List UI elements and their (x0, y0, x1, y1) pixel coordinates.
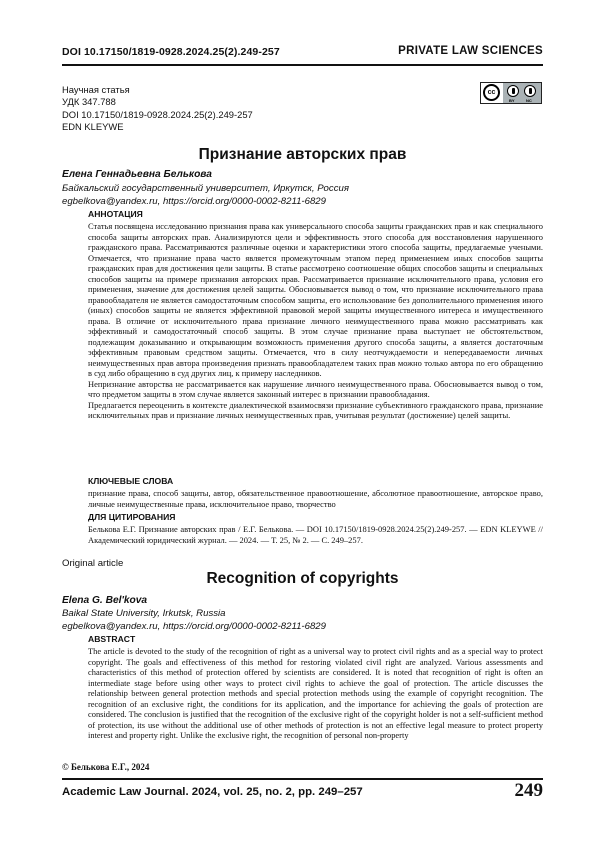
affiliation-ru-text: Байкальский государственный университет, Иркутск, Россия (62, 183, 349, 194)
author-en: Elena G. Bel'kova (62, 595, 148, 606)
cc-icon: cc (481, 83, 503, 103)
article-meta (62, 84, 253, 134)
title-ru: Признание авторских прав (198, 146, 407, 163)
title-en: Recognition of copyrights (206, 570, 399, 587)
nc-label: NC (526, 98, 532, 103)
citation-heading-ru: ДЛЯ ЦИТИРОВАНИЯ (88, 512, 176, 522)
running-header (62, 44, 543, 66)
footer-citation: Academic Law Journal. 2024, vol. 25, no. 2, pp. 249–257 (62, 786, 363, 798)
running-footer (62, 778, 543, 802)
header-doi: DOI 10.17150/1819-0928.2024.25(2).249-257 (62, 46, 280, 58)
edn: EDN KLEYWE (62, 121, 124, 133)
article-type-en: Original article (62, 558, 124, 569)
author-ru: Елена Геннадьевна Белькова (62, 169, 212, 180)
affiliation-en (62, 608, 326, 633)
meta-doi: DOI 10.17150/1819-0928.2024.25(2).249-257 (62, 108, 253, 120)
abstract-ru-paragraph: Предлагается переоценить в контексте диалектической взаимосвязи признание субъективного гражданского права, признание исключительных прав и признание личных неимущественных прав, учитывая результат (достижение) целей защиты. (88, 399, 543, 420)
citation-ru: Белькова Е.Г. Признание авторских прав / Е.Г. Белькова. — DOI 10.17150/1819-0928.2024.25(2).249-257. — EDN KLEYWE // Академический юридический журнал. — 2024. — Т. 25, № 2. — С. 249–257. (88, 524, 543, 545)
abstract-ru-paragraph: Непризнание авторства не рассматривается как нарушение личного неимущественного права. Обосновывается вывод о том, что предметом защиты в этом случае является законный интерес в признании правообладания. (88, 378, 543, 399)
keywords-heading-ru: КЛЮЧЕВЫЕ СЛОВА (88, 476, 174, 486)
affiliation-ru (62, 183, 349, 208)
by-icon (507, 85, 519, 97)
page-number: 249 (514, 780, 543, 801)
article-type: Научная статья (62, 84, 130, 95)
keywords-ru: признание права, способ защиты, автор, обязательственное правоотношение, абсолютное правоотношение, авторское право, личные неимущественные права, исключительное право, творчество (88, 488, 543, 509)
cc-license-badge[interactable] (480, 82, 542, 104)
abstract-heading-ru: АННОТАЦИЯ (88, 209, 143, 219)
contact-ru[interactable]: egbelkova@yandex.ru, https://orcid.org/0000-0002-8211-6829 (62, 195, 326, 207)
abstract-heading-en: ABSTRACT (88, 634, 136, 644)
abstract-ru (88, 221, 543, 421)
udk: УДК 347.788 (62, 96, 116, 108)
affiliation-en-text: Baikal State University, Irkutsk, Russia (62, 608, 226, 619)
abstract-en: The article is devoted to the study of the recognition of right as a universal way to protect civil rights and as a special way to protect copyright. The goals and effectiveness of this method for restoring violated civil right are analyzed. Various assessments and characteristics of this method of protection offered by scientists are considered. It is noted that recognition of right is often an intermediate stage before using other ways to protect civil rights to achieve the goal of protection. The article discusses the relationship between general protection methods and special protection methods using the example of copyright recognition. The recognition of an exclusive right, the conditions for its application, and the importance for achieving the goals of protection are considered. The conclusion is justified that the recognition of the exclusive right of the copyright holder is not a self-sufficient method of protection, its use without the additional use of other methods of protection is not an effective legal measure to protect property interest and property right. Unlike the exclusive right, the recognition of personal non-property (88, 646, 543, 740)
by-label: BY (509, 98, 515, 103)
abstract-ru-paragraph: Статья посвящена исследованию признания права как универсального способа защиты гражданских прав и как специального способа защиты авторских прав. Анализируются цели и эффективность этого способа для восстановления нарушенного гражданского права. Рассматриваются различные оценки и характеристики этого способа защиты, предлагаемые учеными. Отмечается, что признание права часто является промежуточным этапом перед применением иных способов защиты гражданских прав для достижения цели защиты. В статье рассмотрено соотношение общих способов защиты и специальных способов защиты на примере признания авторских прав. Рассматривается признание исключительного права, условия его применения, значение для достижения целей защиты. Обосновывается вывод о том, что признание исключительного права правообладателя не является самодостаточным способом защиты, его использование без дополнительного применения иного (иных) способов защиты не является эффективной правовой мерой защиты имущественного интереса и имущественного права. В отличие от исключительного права признание личного неимущественного права можно рассматривать как эффективный и самодостаточный способ защиты. В этом случае признание права выступает не обстоятельством, подлежащим доказыванию и открывающим возможность применения другого способа защиты, а является достаточным эффективным правовым средством защиты. Отмечается, что в силу неотчуждаемости и непередаваемости личных неимущественных прав автора произведения признать правообладателем таких прав можно только автора по его обращению в суд либо обращению в суд других лиц, к примеру наследников. (88, 221, 543, 378)
contact-en[interactable]: egbelkova@yandex.ru, https://orcid.org/0000-0002-8211-6829 (62, 620, 326, 632)
header-journal: PRIVATE LAW SCIENCES (398, 45, 543, 57)
nc-icon (524, 85, 536, 97)
copyright-notice: © Белькова Е.Г., 2024 (62, 762, 150, 772)
